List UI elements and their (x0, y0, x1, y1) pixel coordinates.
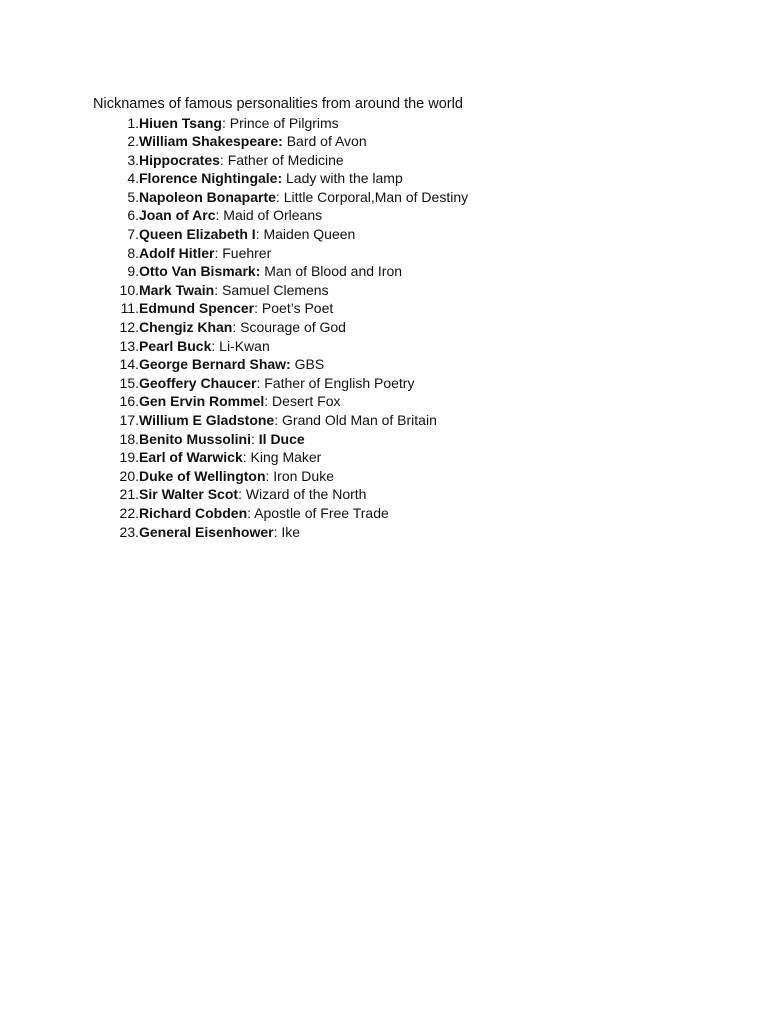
nickname: Li-Kwan (219, 337, 270, 354)
list-item-text (139, 151, 344, 170)
list-item (106, 299, 334, 318)
list-item-number: 16. (119, 393, 139, 410)
personality-name: Joan of Arc (139, 207, 216, 224)
list-item-text (139, 374, 414, 393)
nickname-list (106, 114, 469, 542)
list-item-number: 11. (120, 300, 139, 317)
nickname: King Maker (250, 449, 322, 466)
personality-name: Geoffery Chaucer (139, 374, 257, 391)
list-item (106, 355, 325, 374)
personality-name: General Eisenhower (139, 523, 274, 540)
list-item-text (139, 281, 329, 300)
separator: : (256, 374, 265, 391)
nickname: Little Corporal,Man of Destiny (283, 188, 469, 205)
nickname: Lady with the lamp (286, 170, 403, 187)
list-item-number: 19. (119, 449, 139, 466)
list-item-text (139, 188, 468, 207)
list-item (106, 467, 334, 486)
list-item (106, 169, 403, 188)
personality-name: Hiuen Tsang (139, 114, 222, 131)
list-item (106, 114, 339, 133)
list-item (106, 523, 301, 542)
list-item-number: 2. (127, 133, 139, 150)
list-item-text (139, 337, 270, 356)
list-item-number: 15. (119, 374, 139, 391)
list-item-text (139, 206, 322, 225)
separator: : (219, 151, 228, 168)
list-item-number: 12. (119, 319, 139, 336)
separator: : (275, 188, 284, 205)
list-item (106, 411, 437, 430)
personality-name: Duke of Wellington (139, 467, 266, 484)
nickname: Fuehrer (222, 244, 272, 261)
personality-name: Otto Van Bismark: (139, 263, 261, 280)
list-item (106, 318, 346, 337)
separator: : (273, 523, 282, 540)
personality-name: Mark Twain (139, 281, 215, 298)
nickname: Samuel Clemens (221, 281, 329, 298)
nickname: Maid of Orleans (223, 207, 323, 224)
list-item (106, 430, 305, 449)
list-item-number: 18. (119, 430, 139, 447)
list-item-number: 3. (127, 151, 139, 168)
list-item-text (139, 114, 339, 133)
list-item-text (139, 244, 271, 263)
separator: : (214, 244, 223, 261)
personality-name: Hippocrates (139, 151, 220, 168)
separator: : (242, 449, 251, 466)
nickname: Father of English Poetry (264, 374, 415, 391)
list-item (106, 225, 356, 244)
list-item-text (139, 355, 324, 374)
list-item-text (139, 504, 389, 523)
list-item (106, 448, 322, 467)
separator: : (238, 486, 246, 503)
nickname: Ike (281, 523, 301, 540)
personality-name: Edmund Spencer (139, 300, 255, 317)
personality-name: Gen Ervin Rommel (139, 393, 265, 410)
nickname: Wizard of the North (245, 486, 367, 503)
list-item (106, 132, 367, 151)
separator: : (265, 467, 274, 484)
personality-name: Florence Nightingale: (139, 170, 283, 187)
nickname: Scourage of God (240, 319, 346, 336)
list-item-number: 14. (119, 356, 139, 373)
separator: : (247, 504, 255, 521)
nickname: Desert Fox (272, 393, 341, 410)
separator: : (254, 300, 262, 317)
list-item-text (139, 318, 346, 337)
list-item-text (139, 132, 367, 151)
list-item (106, 244, 272, 263)
list-item-text (139, 430, 305, 449)
list-item-text (139, 225, 355, 244)
list-item-number: 21. (119, 486, 139, 503)
list-item-text (139, 448, 321, 467)
personality-name: George Bernard Shaw: (139, 356, 291, 373)
list-item (106, 374, 415, 393)
separator: : (251, 430, 259, 447)
list-item-text (139, 411, 437, 430)
personality-name: Chengiz Khan (139, 319, 233, 336)
separator: : (211, 337, 220, 354)
personality-name: Benito Mussolini (139, 430, 251, 447)
personality-name: Queen Elizabeth I (139, 226, 256, 243)
list-item (106, 188, 469, 207)
list-item-number: 8. (127, 244, 139, 261)
separator: : (274, 412, 283, 428)
list-item-text (139, 169, 403, 188)
list-item-text (139, 299, 333, 318)
list-item-text (139, 485, 366, 504)
nickname: Grand Old Man of Britain (282, 412, 437, 428)
list-item-number: 1. (127, 114, 139, 131)
personality-name: Adolf Hitler (139, 244, 215, 261)
separator: : (255, 226, 264, 243)
list-item-number: 17. (119, 412, 139, 428)
list-item-number: 23. (119, 523, 139, 540)
list-item-number: 20. (119, 467, 139, 484)
list-item (106, 392, 341, 411)
personality-name: Napoleon Bonaparte (139, 188, 276, 205)
nickname: Man of Blood and Iron (264, 263, 403, 280)
separator: : (264, 393, 273, 410)
separator: : (215, 207, 224, 224)
list-item-text (139, 392, 341, 411)
nickname: Iron Duke (273, 467, 334, 484)
list-item-number: 7. (127, 226, 139, 243)
list-item (106, 262, 403, 281)
list-item-text (139, 467, 334, 486)
nickname: Father of Medicine (227, 151, 344, 168)
nickname: Poet’s Poet (261, 300, 334, 317)
nickname: Il Duce (258, 430, 305, 447)
list-item (106, 485, 367, 504)
list-item-number: 4. (127, 170, 139, 187)
list-item-text (139, 262, 402, 281)
document-title: Nicknames of famous personalities from around the world (93, 96, 463, 112)
list-item-text (139, 523, 300, 542)
nickname: Bard of Avon (286, 133, 367, 150)
list-item (106, 151, 344, 170)
personality-name: Richard Cobden (139, 504, 248, 521)
list-item-number: 6. (127, 207, 139, 224)
list-item-number: 13. (119, 337, 139, 354)
list-item (106, 281, 329, 300)
list-item-number: 9. (127, 263, 139, 280)
list-item (106, 337, 270, 356)
separator: : (221, 114, 230, 131)
personality-name: Earl of Warwick (139, 449, 243, 466)
separator: : (214, 281, 222, 298)
nickname: Prince of Pilgrims (229, 114, 339, 131)
personality-name: Sir Walter Scot (139, 486, 239, 503)
list-item-number: 5. (127, 188, 139, 205)
personality-name: Willium E Gladstone (139, 412, 275, 428)
nickname: GBS (294, 356, 325, 373)
personality-name: William Shakespeare: (139, 133, 283, 150)
list-item (106, 504, 389, 523)
list-item-number: 22. (119, 504, 139, 521)
nickname: Maiden Queen (263, 226, 356, 243)
separator: : (232, 319, 241, 336)
nickname: Apostle of Free Trade (254, 504, 389, 521)
list-item-number: 10. (119, 281, 139, 298)
list-item (106, 206, 323, 225)
personality-name: Pearl Buck (139, 337, 212, 354)
